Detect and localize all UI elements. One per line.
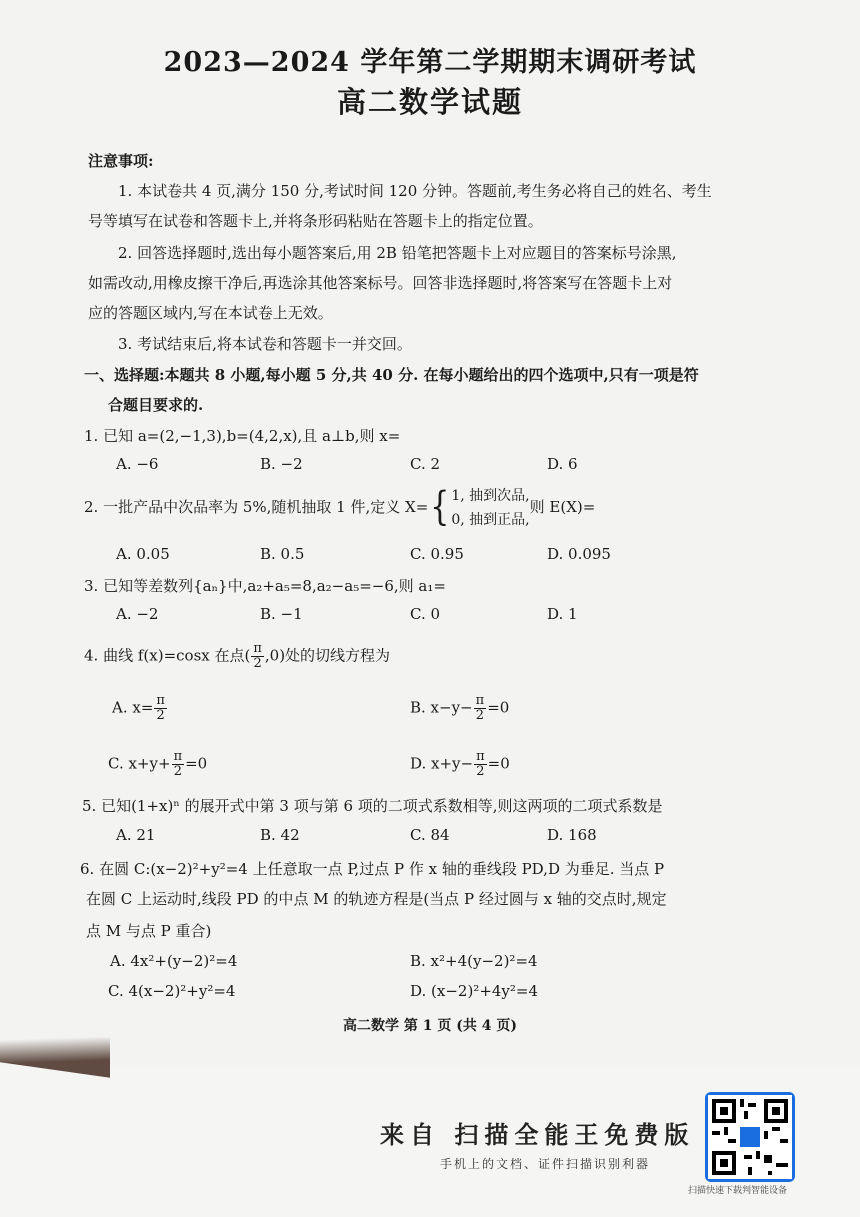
option-a: [112, 694, 168, 723]
option-b: B. −2: [260, 455, 303, 473]
option-b: B. x²+4(y−2)²=4: [410, 952, 538, 970]
question-2-pre: 2. 一批产品中次品率为 5%,随机抽取 1 件,定义 X=: [84, 498, 429, 516]
question-6-line: 点 M 与点 P 重合): [86, 922, 212, 940]
option-d-tail: =0: [487, 754, 510, 773]
notes-line: 应的答题区域内,写在本试卷上无效。: [88, 304, 333, 322]
section-heading: 合题目要求的.: [108, 396, 204, 414]
option-d: D. 1: [547, 605, 578, 623]
question-3-stem: 3. 已知等差数列{aₙ}中,a₂+a₅=8,a₂−a₅=−6,则 a₁=: [84, 577, 446, 595]
question-6-line: 在圆 C 上运动时,线段 PD 的中点 M 的轨迹方程是(当点 P 经过圆与 x 轴的交点时,规定: [86, 890, 667, 908]
question-4-stem: [84, 642, 390, 671]
option-b: B. 42: [260, 826, 300, 844]
question-1-stem: 1. 已知 a=(2,−1,3),b=(4,2,x),且 a⊥b,则 x=: [84, 427, 401, 445]
fraction-numerator: π: [475, 693, 485, 708]
option-b: B. −1: [260, 605, 303, 623]
fraction-pi-over-2: [154, 694, 167, 723]
option-c: C. 0: [410, 605, 441, 623]
question-6-line: 6. 在圆 C:(x−2)²+y²=4 上任意取一点 P,过点 P 作 x 轴的垂线段 PD,D 为垂足. 当点 P: [80, 860, 665, 878]
qr-code-graphic: [708, 1095, 792, 1179]
option-c-tail: =0: [185, 754, 208, 773]
option-d: D. 168: [547, 826, 597, 844]
option-d: D. 6: [547, 455, 578, 473]
question-4-pre: 4. 曲线 f(x)=cosx 在点(: [84, 646, 251, 665]
question-5-stem: 5. 已知(1+x)ⁿ 的展开式中第 3 项与第 6 项的二项式系数相等,则这两项的二项式系数是: [82, 797, 663, 815]
option-d: D. (x−2)²+4y²=4: [410, 982, 539, 1000]
option-a: A. −6: [116, 455, 159, 473]
notes-line: 3. 考试结束后,将本试卷和答题卡一并交回。: [118, 335, 412, 353]
option-a: A. −2: [116, 605, 159, 623]
fraction-numerator: π: [156, 693, 165, 708]
section-heading: 一、选择题:本题共 8 小题,每小题 5 分,共 40 分. 在每小题给出的四个选项中,只有一项是符: [84, 366, 699, 384]
scanner-watermark: 来自 扫描全能王免费版: [380, 1120, 695, 1149]
brace-symbol: {: [430, 484, 450, 531]
question-4-post: ,0)处的切线方程为: [264, 646, 391, 665]
page-footer: 高二数学 第 1 页 (共 4 页): [343, 1018, 517, 1034]
option-d: D. 0.095: [547, 545, 611, 563]
fraction-numerator: π: [173, 749, 183, 764]
fraction-denominator: 2: [253, 656, 262, 671]
fraction-denominator: 2: [156, 708, 165, 723]
piecewise-cases: [451, 484, 529, 532]
option-c: [108, 750, 207, 779]
fraction-denominator: 2: [475, 708, 485, 723]
notes-heading: 注意事项:: [88, 152, 154, 170]
case-2: 0, 抽到正品,: [451, 512, 530, 528]
option-d-text: D. x+y−: [410, 754, 474, 773]
fraction-pi-over-2: [474, 694, 487, 723]
question-2-post: 则 E(X)=: [529, 498, 596, 516]
fraction-pi-over-2: [251, 642, 264, 671]
fraction-pi-over-2: [172, 750, 185, 779]
qr-code-icon[interactable]: [705, 1092, 795, 1182]
fraction-numerator: π: [253, 641, 262, 656]
option-c-text: C. x+y+: [108, 754, 171, 773]
fraction-denominator: 2: [476, 764, 485, 779]
option-a: A. 21: [116, 826, 156, 844]
option-d: [410, 750, 510, 779]
option-a: A. 4x²+(y−2)²=4: [110, 952, 238, 970]
question-2-stem: [84, 484, 595, 532]
option-c: C. 84: [410, 826, 450, 844]
option-b-text: B. x−y−: [410, 698, 473, 717]
case-1: 1, 抽到次品,: [451, 488, 530, 504]
option-c: C. 0.95: [410, 545, 464, 563]
exam-subtitle: 高二数学试题: [336, 85, 523, 119]
option-b-tail: =0: [487, 698, 510, 717]
fraction-numerator: π: [476, 749, 485, 764]
option-b: [410, 694, 509, 723]
notes-line: 如需改动,用橡皮擦干净后,再选涂其他答案标号。回答非选择题时,将答案写在答题卡上对: [88, 274, 673, 292]
option-c: C. 4(x−2)²+y²=4: [108, 982, 236, 1000]
notes-line: 号等填写在试卷和答题卡上,并将条形码粘贴在答题卡上的指定位置。: [88, 212, 543, 230]
fraction-pi-over-2: [474, 750, 487, 779]
exam-title: 2023—2024 学年第二学期期末调研考试: [163, 47, 697, 78]
fraction-denominator: 2: [173, 764, 182, 779]
option-a-text: A. x=: [112, 698, 154, 717]
option-c: C. 2: [410, 455, 441, 473]
notes-line: 2. 回答选择题时,选出每小题答案后,用 2B 铅笔把答题卡上对应题目的答案标号涂黑,: [118, 244, 677, 262]
option-b: B. 0.5: [260, 545, 305, 563]
qr-caption: 扫描快速下载判智能设备: [688, 1186, 788, 1196]
option-a: A. 0.05: [116, 545, 170, 563]
notes-line: 1. 本试卷共 4 页,满分 150 分,考试时间 120 分钟。答题前,考生务必将自己的姓名、考生: [118, 182, 712, 200]
scanner-watermark-sub: 手机上的文档、证件扫描识别利器: [440, 1157, 651, 1171]
